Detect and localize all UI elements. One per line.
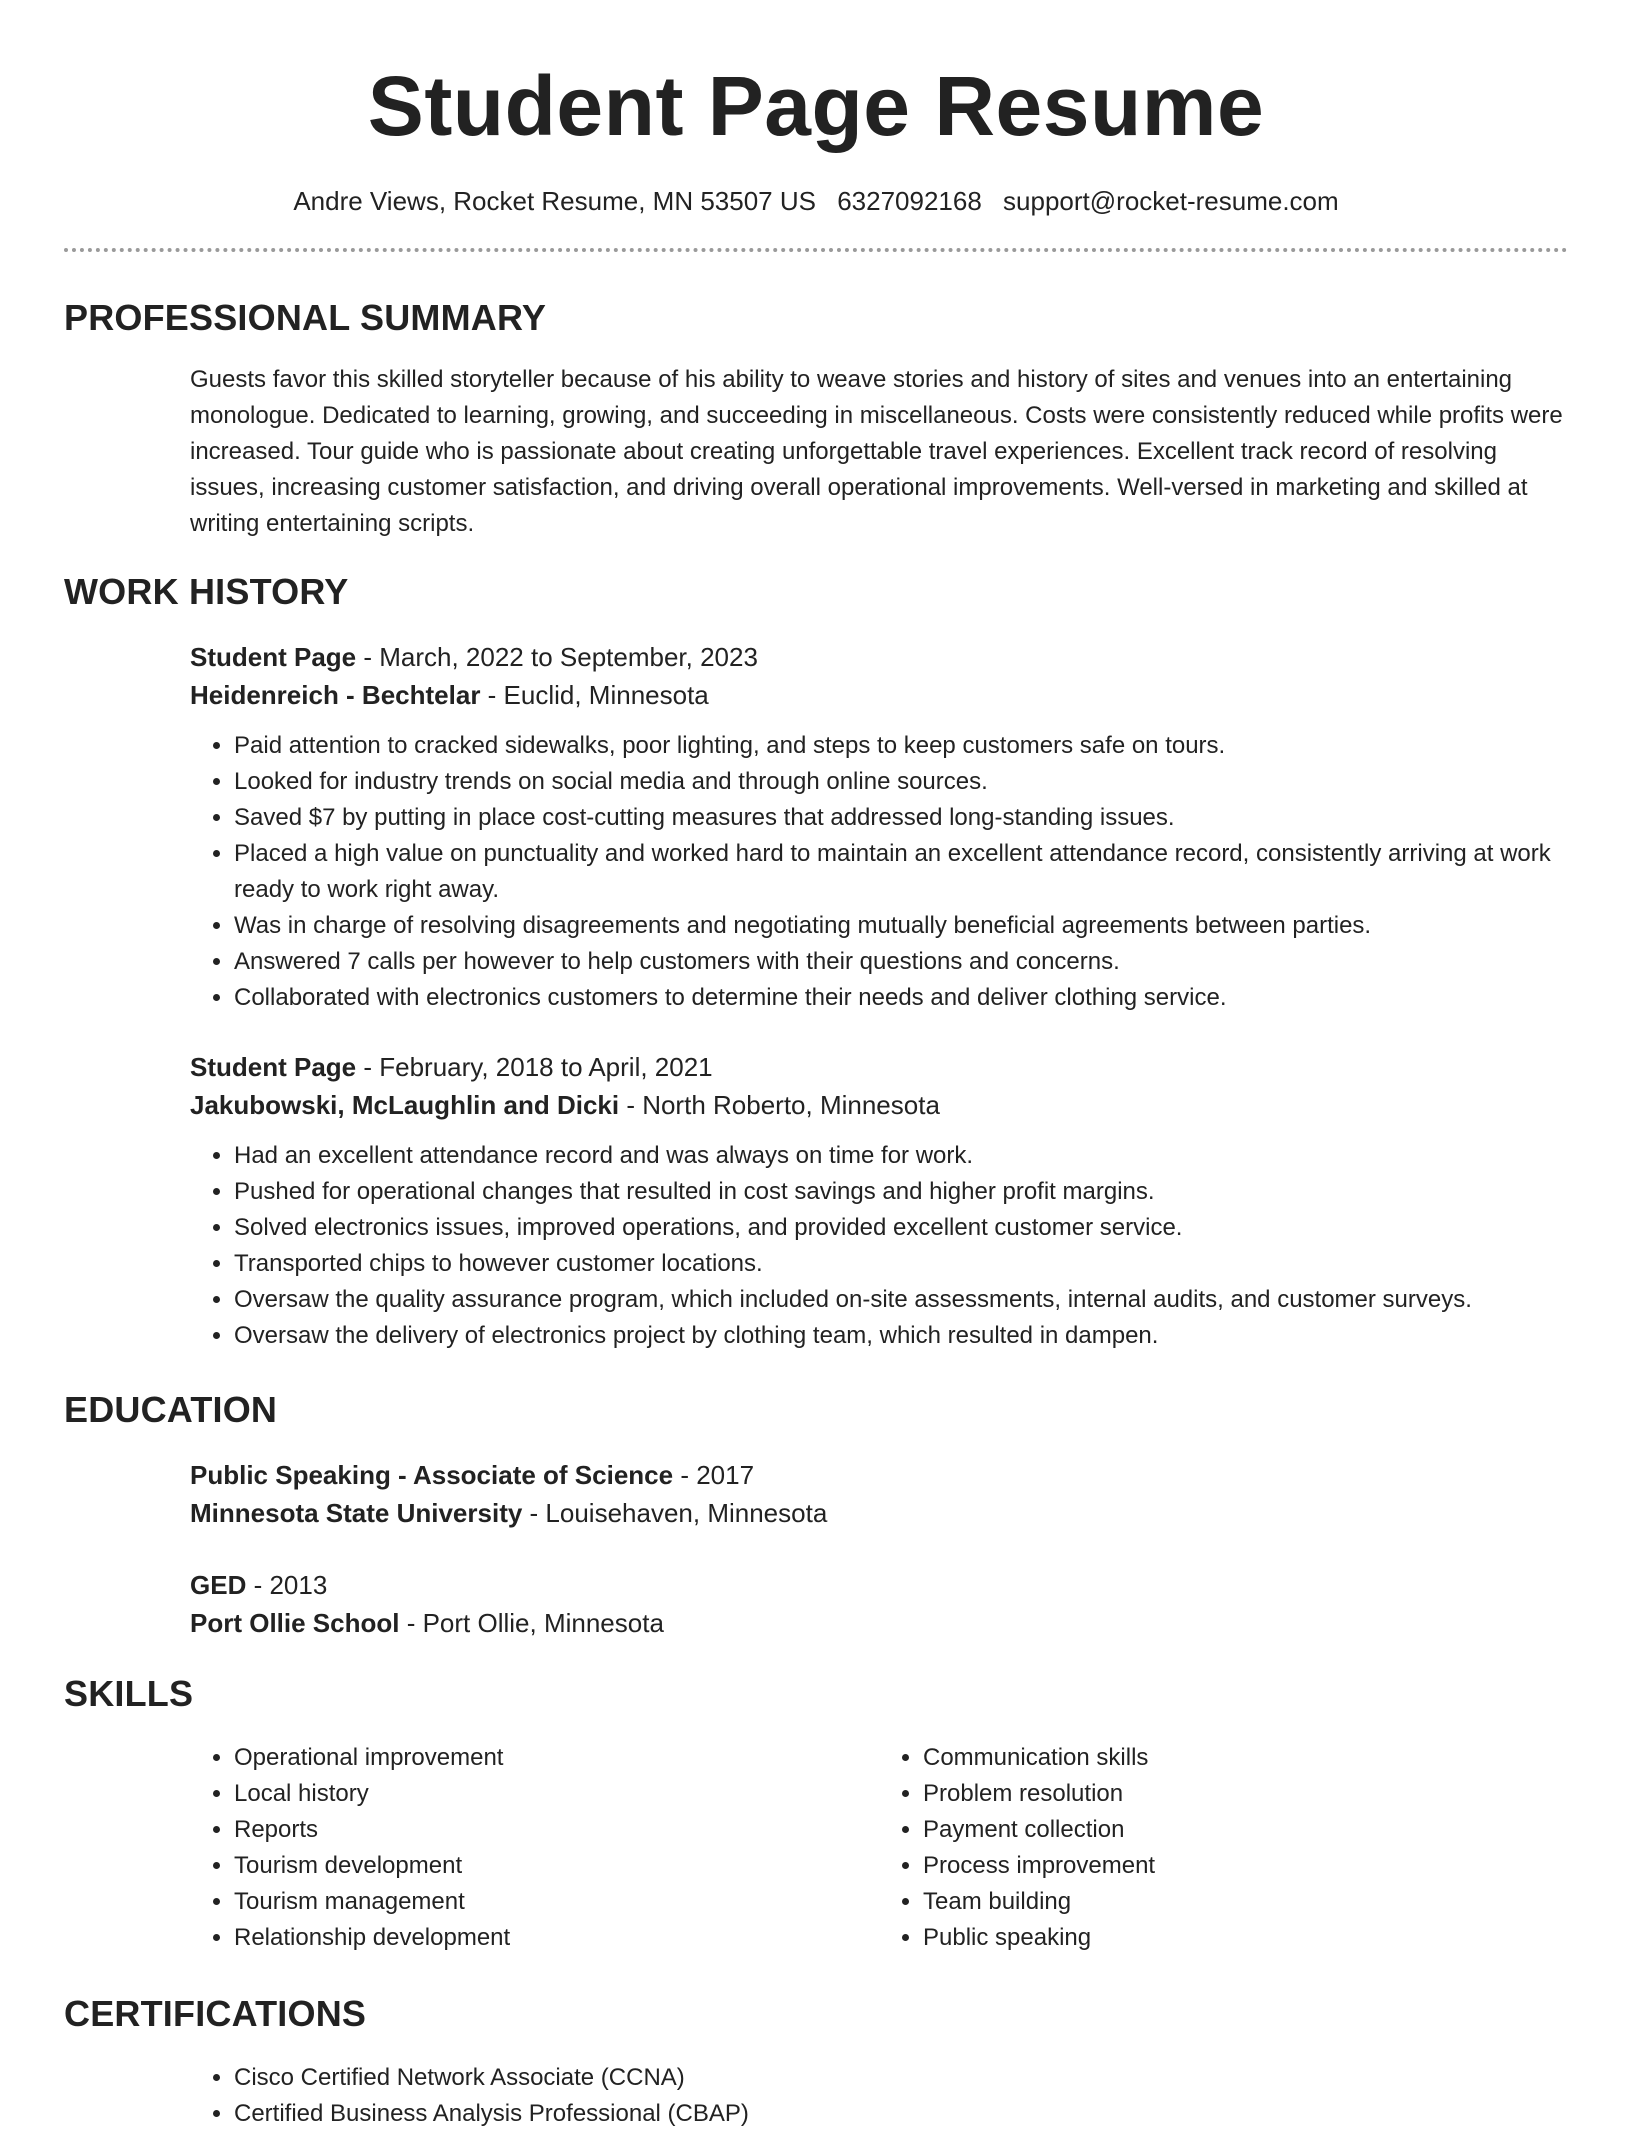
- skills-columns: [190, 1740, 1568, 1956]
- job-dates: - February, 2018 to April, 2021: [356, 1052, 713, 1082]
- contact-line: [64, 184, 1568, 218]
- list-item: • Process improvement: [923, 1848, 1568, 1884]
- education-year: - 2013: [246, 1570, 328, 1600]
- list-item: • Local history: [234, 1776, 879, 1812]
- list-item: • Was in charge of resolving disagreements and negotiating mutually beneficial agreements between parties.: [234, 908, 1568, 944]
- job-position-line: [190, 1048, 1568, 1086]
- summary-text: Guests favor this skilled storyteller because of his ability to weave stories and history of sites and venues into an entertaining monologue. Dedicated to learning, growing, and succeeding in miscellaneous. Costs were consistently reduced while profits were increased. Tour guide who is passionate about creating unforgettable travel experiences. Excellent track record of resolving issues, increasing customer satisfaction, and driving overall operational improvements. Well-versed in marketing and skilled at writing entertaining scripts.: [190, 366, 1563, 537]
- education-degree: Public Speaking - Associate of Science: [190, 1460, 674, 1490]
- contact-email: support@rocket-resume.com: [1003, 186, 1339, 216]
- skills-list-left: [190, 1740, 879, 1956]
- education-year: - 2017: [673, 1460, 755, 1490]
- list-item: • Certified Business Analysis Professional (CBAP): [234, 2096, 1568, 2132]
- list-item: • Had an excellent attendance record and was always on time for work.: [234, 1138, 1568, 1174]
- list-item: • Cisco Certified Network Associate (CCNA): [234, 2060, 1568, 2096]
- job-company: Heidenreich - Bechtelar: [190, 680, 481, 710]
- contact-phone: 6327092168: [837, 186, 982, 216]
- contact-address: Andre Views, Rocket Resume, MN 53507 US: [293, 186, 816, 216]
- resume-page: [64, 0, 1568, 2132]
- job-position-line: [190, 638, 1568, 676]
- education-degree-line: [190, 1456, 1568, 1494]
- list-item: • Placed a high value on punctuality and worked hard to maintain an excellent attendance record, consistently arriving at work ready to work right away.: [234, 836, 1568, 908]
- education-degree-line: [190, 1566, 1568, 1604]
- list-item: • Tourism management: [234, 1884, 879, 1920]
- job-location: - North Roberto, Minnesota: [619, 1090, 940, 1120]
- education-degree: GED: [190, 1570, 247, 1600]
- job-dates: - March, 2022 to September, 2023: [356, 642, 758, 672]
- job-company-line: [190, 1086, 1568, 1124]
- list-item: • Solved electronics issues, improved operations, and provided excellent customer service.: [234, 1210, 1568, 1246]
- education-school: Port Ollie School: [190, 1608, 400, 1638]
- list-item: • Looked for industry trends on social media and through online sources.: [234, 764, 1568, 800]
- education-location: - Port Ollie, Minnesota: [399, 1608, 664, 1638]
- list-item: • Relationship development: [234, 1920, 879, 1956]
- education-school-line: [190, 1494, 1568, 1532]
- list-item: • Answered 7 calls per however to help customers with their questions and concerns.: [234, 944, 1568, 980]
- job-position: Student Page: [190, 642, 357, 672]
- job-bullets: [190, 1138, 1568, 1354]
- section-title-education: EDUCATION: [64, 1389, 278, 1430]
- list-item: • Payment collection: [923, 1812, 1568, 1848]
- section-title-work-history: WORK HISTORY: [64, 571, 349, 612]
- list-item: • Pushed for operational changes that resulted in cost savings and higher profit margins.: [234, 1174, 1568, 1210]
- header-divider: [64, 248, 1568, 252]
- education-school: Minnesota State University: [190, 1498, 523, 1528]
- skills-list-right: [879, 1740, 1568, 1956]
- list-item: • Problem resolution: [923, 1776, 1568, 1812]
- resume-title: Student Page Resume: [367, 59, 1265, 153]
- list-item: • Oversaw the delivery of electronics project by clothing team, which resulted in dampen.: [234, 1318, 1568, 1354]
- certifications-list: [190, 2060, 1568, 2132]
- education-location: - Louisehaven, Minnesota: [522, 1498, 828, 1528]
- list-item: • Reports: [234, 1812, 879, 1848]
- job-entry: [190, 1048, 1568, 1354]
- list-item: • Team building: [923, 1884, 1568, 1920]
- job-bullets: [190, 728, 1568, 1016]
- job-location: - Euclid, Minnesota: [480, 680, 709, 710]
- list-item: • Oversaw the quality assurance program, which included on-site assessments, internal audits, and customer surveys.: [234, 1282, 1568, 1318]
- list-item: • Operational improvement: [234, 1740, 879, 1776]
- list-item: • Transported chips to however customer locations.: [234, 1246, 1568, 1282]
- list-item: • Communication skills: [923, 1740, 1568, 1776]
- job-company: Jakubowski, McLaughlin and Dicki: [190, 1090, 620, 1120]
- job-company-line: [190, 676, 1568, 714]
- list-item: • Public speaking: [923, 1920, 1568, 1956]
- education-entry: [190, 1566, 1568, 1642]
- list-item: • Collaborated with electronics customers to determine their needs and deliver clothing service.: [234, 980, 1568, 1016]
- section-title-certifications: CERTIFICATIONS: [64, 1993, 367, 2034]
- education-school-line: [190, 1604, 1568, 1642]
- list-item: • Tourism development: [234, 1848, 879, 1884]
- list-item: • Paid attention to cracked sidewalks, poor lighting, and steps to keep customers safe on tours.: [234, 728, 1568, 764]
- job-position: Student Page: [190, 1052, 357, 1082]
- education-entry: [190, 1456, 1568, 1532]
- section-title-skills: SKILLS: [64, 1673, 194, 1714]
- job-entry: [190, 638, 1568, 1016]
- certifications-body: [190, 2060, 1568, 2132]
- list-item: • Saved $7 by putting in place cost-cutting measures that addressed long-standing issues.: [234, 800, 1568, 836]
- section-title-summary: PROFESSIONAL SUMMARY: [64, 297, 547, 338]
